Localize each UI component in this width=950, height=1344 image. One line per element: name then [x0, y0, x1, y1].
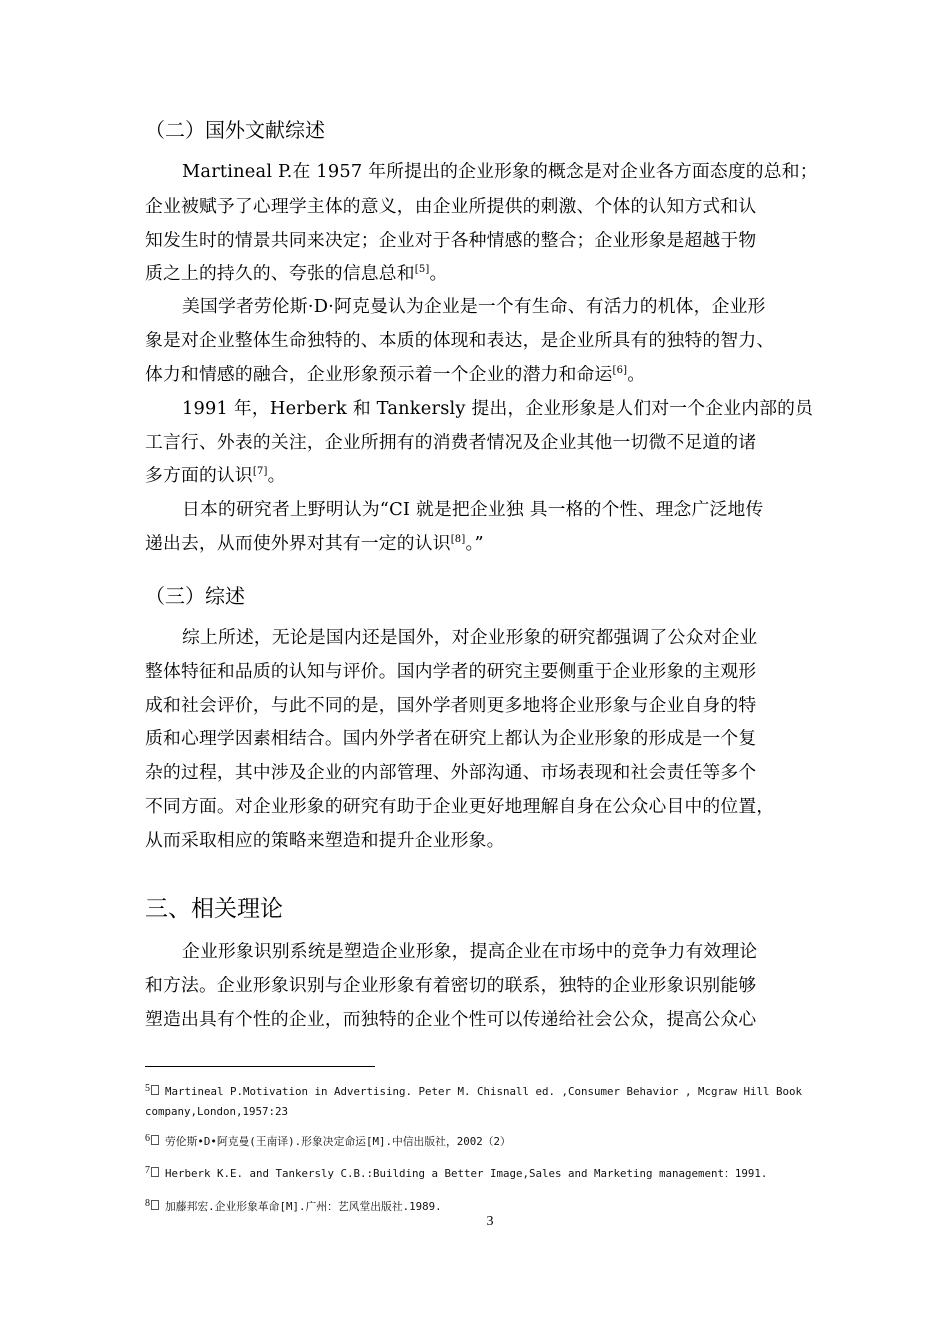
footnote-text: 劳伦斯•D•阿克曼(王南译).形象决定命运[M].中信出版社，2002（2） [165, 1135, 511, 1148]
paragraph-text: 。” [465, 533, 484, 554]
footnote [145, 1163, 767, 1182]
footnote [145, 1081, 802, 1100]
footnote-text: Herberk K.E. and Tankersly C.B.:Building a Better Image,Sales and Marketing management：1991. [165, 1167, 768, 1180]
citation-ref: [8] [450, 534, 466, 545]
paragraph-line: 1991 年，Herberk 和 Tankersly 提出，企业形象是人们对一个企业内部的员 [182, 398, 814, 419]
footnote [145, 1131, 511, 1150]
paragraph-text: 质之上的持久的、夸张的信息总和 [145, 263, 415, 284]
paragraph-line: 象是对企业整体生命独特的、本质的体现和表达，是企业所具有的独特的智力、 [145, 330, 775, 351]
paragraph-text: 多方面的认识 [145, 465, 253, 486]
paragraph-text: 体力和情感的融合，企业形象预示着一个企业的潜力和命运 [145, 364, 613, 385]
paragraph-line: 企业被赋予了心理学主体的意义，由企业所提供的刺激、个体的认知方式和认 [145, 196, 757, 217]
paragraph-text: 。 [627, 364, 646, 385]
paragraph-line: 塑造出具有个性的企业，而独特的企业个性可以传递给社会公众，提高公众心 [145, 1009, 757, 1030]
footnote-box-icon [151, 1200, 159, 1210]
footnote-box-icon [151, 1085, 159, 1095]
paragraph-line: 日本的研究者上野明认为“CI 就是把企业独 具一格的个性、理念广泛地传 [182, 499, 764, 520]
paragraph-line [145, 262, 447, 286]
paragraph-line: 美国学者劳伦斯·D·阿克曼认为企业是一个有生命、有活力的机体，企业形 [182, 296, 766, 317]
paragraph-line: 质和心理学因素相结合。国内外学者在研究上都认为企业形象的形成是一个复 [145, 728, 757, 749]
paragraph-line: 成和社会评价，与此不同的是，国外学者则更多地将企业形象与企业自身的特 [145, 695, 757, 716]
footnote [145, 1196, 442, 1215]
paragraph-line: 和方法。企业形象识别与企业形象有着密切的联系，独特的企业形象识别能够 [145, 975, 757, 996]
citation-ref: [5] [414, 264, 430, 275]
citation-ref: [6] [612, 365, 628, 376]
footnote-number: 7 [145, 1165, 150, 1176]
paragraph-line: 工言行、外表的关注，企业所拥有的消费者情况及企业其他一切微不足道的诸 [145, 432, 757, 453]
footnote-box-icon [151, 1167, 159, 1177]
paragraph-line: 整体特征和品质的认知与评价。国内学者的研究主要侧重于企业形象的主观形 [145, 661, 757, 682]
section-heading-summary: （三）综述 [145, 584, 245, 608]
footnote-continuation: company,London,1957:23 [145, 1105, 289, 1118]
paragraph-line [145, 532, 484, 556]
footnote-text: Martineal P.Motivation in Advertising. Peter M. Chisnall ed. ,Consumer Behavior , Mcgraw Hill Book [165, 1085, 803, 1098]
paragraph-line: 杂的过程，其中涉及企业的内部管理、外部沟通、市场表现和社会责任等多个 [145, 762, 757, 783]
paragraph-text: 。 [267, 465, 286, 486]
paragraph-line [145, 363, 645, 387]
footnote-number: 5 [145, 1083, 150, 1094]
footnote-number: 6 [145, 1133, 150, 1144]
paragraph-line: 不同方面。对企业形象的研究有助于企业更好地理解自身在公众心目中的位置， [145, 796, 775, 817]
paragraph-text: 递出去，从而使外界对其有一定的认识 [145, 533, 451, 554]
citation-ref: [7] [252, 466, 268, 477]
footnote-divider [145, 1066, 375, 1067]
paragraph-line: 综上所述，无论是国内还是国外，对企业形象的研究都强调了公众对企业 [182, 627, 758, 648]
chapter-heading-theory: 三、相关理论 [145, 896, 283, 922]
paragraph-text: 。 [429, 263, 448, 284]
paragraph-line [145, 464, 286, 488]
paragraph-line: 从而采取相应的策略来塑造和提升企业形象。 [145, 830, 505, 851]
page-number: 3 [486, 1214, 494, 1229]
footnote-number: 8 [145, 1198, 150, 1209]
footnote-text: 加藤邦宏.企业形象革命[M].广州：艺风堂出版社.1989. [165, 1200, 442, 1213]
footnote-box-icon [151, 1135, 159, 1145]
paragraph-line: Martineal P.在 1957 年所提出的企业形象的概念是对企业各方面态度的总和； [182, 161, 818, 182]
paragraph-line: 企业形象识别系统是塑造企业形象，提高企业在市场中的竞争力有效理论 [182, 941, 758, 962]
paragraph-line: 知发生时的情景共同来决定；企业对于各种情感的整合；企业形象是超越于物 [145, 230, 757, 251]
section-heading-foreign: （二）国外文献综述 [145, 118, 325, 142]
